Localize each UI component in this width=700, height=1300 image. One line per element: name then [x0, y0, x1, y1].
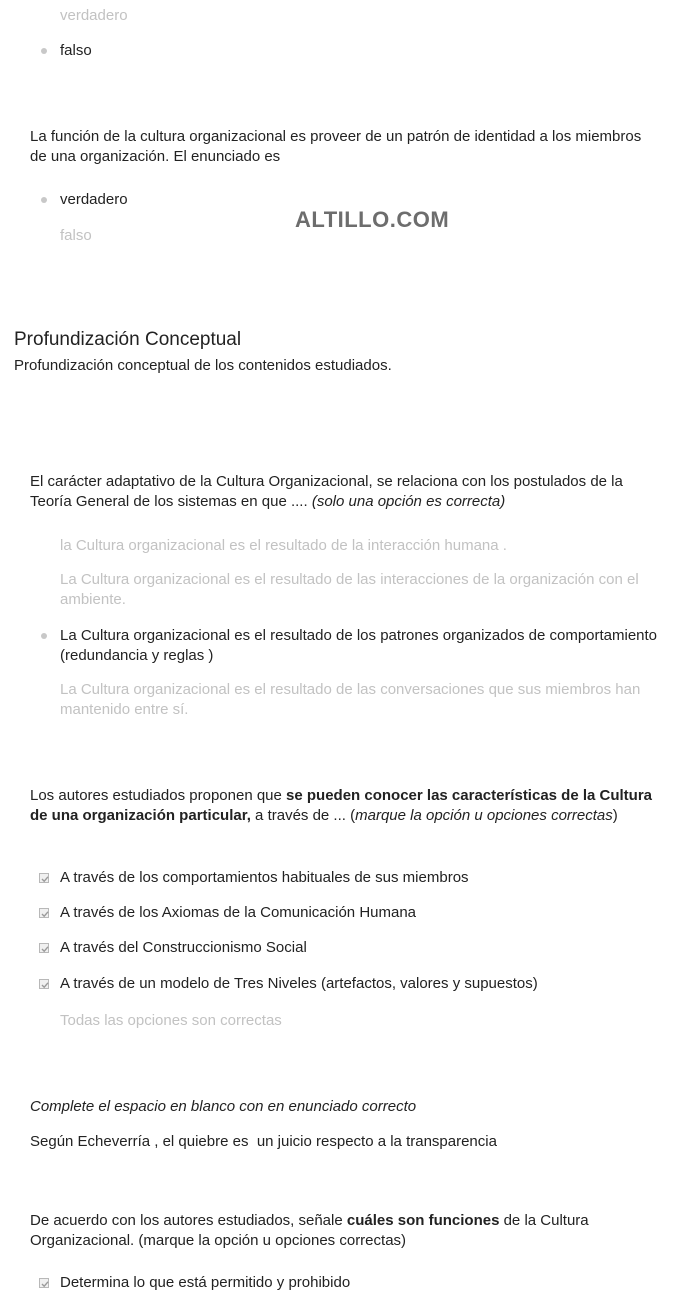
q2-question-hint: (solo una opción es correcta) — [311, 493, 506, 510]
q1-option-verdadero[interactable]: verdadero — [60, 191, 128, 208]
q2-question-body: El carácter adaptativo de la Cultura Organizacional, se relaciona con los postulados de la Teoría General de los sistemas en que .... — [30, 473, 623, 510]
q2-option-4[interactable]: La Cultura organizacional es el resultado de las conversaciones que sus miembros han mantenido entre sí. — [60, 681, 641, 718]
q5-question-pre: De acuerdo con los autores estudiados, señale — [30, 1212, 347, 1229]
q3-question-italic: marque la opción u opciones correctas — [355, 807, 613, 824]
section-title: Profundización Conceptual — [14, 329, 242, 350]
q4-instruction-text: Complete el espacio en blanco con en enunciado correcto — [30, 1098, 417, 1115]
q5-question-post: de la Cultura Organizacional. (marque la opción u opciones correctas) — [30, 1212, 589, 1249]
q1-option-falso[interactable]: falso — [60, 227, 92, 244]
q2-question-text — [30, 472, 660, 512]
q0-option-falso[interactable]: falso — [60, 42, 92, 59]
q3-question-post: ) — [612, 807, 618, 824]
q3-option-3[interactable]: A través del Construccionismo Social — [60, 939, 307, 956]
q3-option-2[interactable]: A través de los Axiomas de la Comunicación Humana — [60, 904, 417, 921]
q3-question-bold: se pueden conocer las características de la Cultura de una organización particular, — [30, 787, 653, 824]
q0-option-verdadero[interactable]: verdadero — [60, 7, 128, 24]
q3-question-mid: a través de ... ( — [250, 807, 356, 824]
checkbox-checked-icon[interactable] — [39, 873, 49, 883]
q3-question-pre: Los autores estudiados proponen que — [30, 787, 287, 804]
section-description: Profundización conceptual de los contenidos estudiados. — [14, 357, 392, 374]
q2-option-3[interactable]: La Cultura organizacional es el resultado de los patrones organizados de comportamiento (redundancia y reglas ) — [60, 627, 658, 664]
q4-sentence — [30, 1132, 660, 1152]
watermark-logo: ALTILLO.COM — [295, 207, 450, 232]
selected-bullet-icon — [41, 48, 47, 54]
q5-question-text — [30, 1211, 660, 1251]
checkbox-checked-icon[interactable] — [39, 1278, 49, 1288]
selected-bullet-icon — [41, 633, 47, 639]
q3-question-text — [30, 786, 660, 826]
q5-option-1[interactable]: Determina lo que está permitido y prohibido — [60, 1274, 351, 1291]
selected-bullet-icon — [41, 197, 47, 203]
q3-option-1[interactable]: A través de los comportamientos habituales de sus miembros — [60, 869, 469, 886]
q3-option-4[interactable]: A través de un modelo de Tres Niveles (artefactos, valores y supuestos) — [60, 975, 538, 992]
q1-question-text: La función de la cultura organizacional es proveer de un patrón de identidad a los miembros de una organización. El enunciado es — [30, 128, 642, 165]
q2-option-2[interactable]: La Cultura organizacional es el resultado de las interacciones de la organización con el ambiente. — [60, 571, 639, 608]
q5-question-bold: cuáles son funciones — [346, 1212, 500, 1229]
checkbox-checked-icon[interactable] — [39, 943, 49, 953]
q4-sentence-pre: Según Echeverría , el quiebre es — [30, 1133, 249, 1150]
q4-answer-field[interactable]: un juicio respecto a la transparencia — [256, 1133, 497, 1150]
checkbox-checked-icon[interactable] — [39, 908, 49, 918]
q4-instruction — [30, 1097, 660, 1117]
checkbox-checked-icon[interactable] — [39, 979, 49, 989]
q2-option-1[interactable]: la Cultura organizacional es el resultado de la interacción humana . — [60, 537, 507, 554]
q3-option-5[interactable]: Todas las opciones son correctas — [60, 1012, 282, 1029]
